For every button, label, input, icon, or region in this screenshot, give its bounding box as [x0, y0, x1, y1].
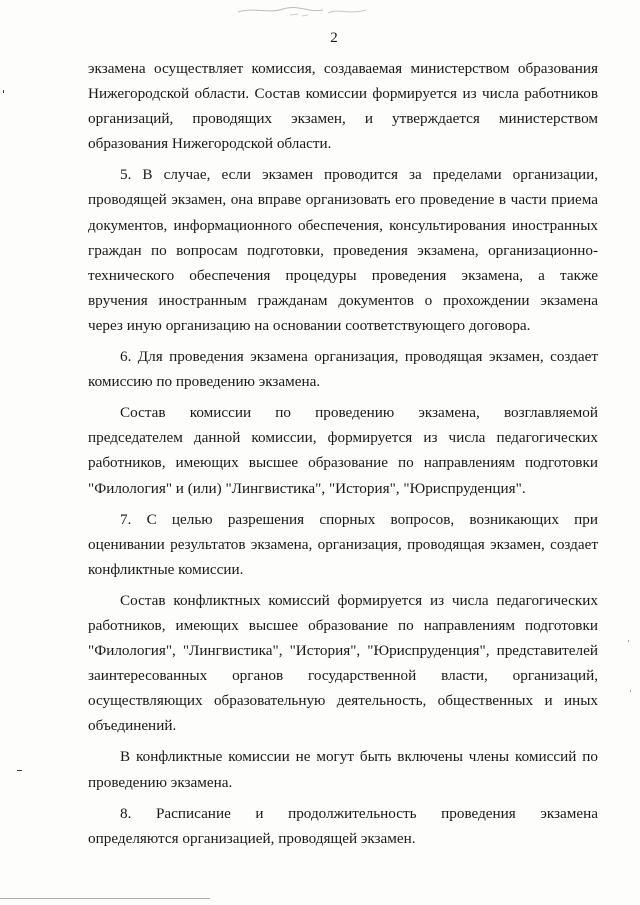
text-line: 8. Расписание и продолжительность проведения экзамена [120, 804, 598, 822]
text-line: документов, информационного обеспечения, консультирования иностранных [88, 216, 598, 234]
paragraph-item-7-composition [88, 588, 598, 739]
paragraph-item-5 [88, 162, 598, 338]
text-line: вручения иностранным гражданам документов о прохождении экзамена [88, 291, 598, 309]
text-line: "Филология", "Лингвистика", "История", "Юриспруденция", представителей [88, 642, 598, 660]
paragraph-item-7-restriction [88, 744, 598, 794]
text-line: 7. С целью разрешения спорных вопросов, возникающих при [120, 510, 598, 528]
text-line: Состав конфликтных комиссий формируется из числа педагогических [120, 591, 598, 609]
text-line: проводящей экзамен, она вправе организовать его проведение в части приема [88, 191, 598, 209]
text-line: 5. В случае, если экзамен проводится за пределами организации, [120, 166, 598, 184]
text-line: Состав комиссии по проведению экзамена, возглавляемой [120, 404, 598, 422]
text-line: 6. Для проведения экзамена организация, проводящая экзамен, создает [120, 348, 598, 366]
text-line: граждан по вопросам подготовки, проведения экзамена, организационно- [88, 241, 598, 259]
text-line: организаций, проводящих экзамен, и утверждается министерством [88, 110, 598, 128]
scan-edge-mark [630, 690, 631, 692]
page-number: 2 [330, 30, 338, 46]
text-line: определяются организацией, проводящей экзамен. [88, 829, 416, 847]
paragraph-item-8 [88, 801, 598, 851]
scan-edge-mark [17, 770, 22, 771]
text-line: осуществляющих образовательную деятельность, общественных и иных [88, 692, 598, 710]
text-line: Нижегородской области. Состав комиссии формируется из числа работников [88, 85, 598, 103]
scan-bottom-edge [0, 898, 210, 899]
text-line: председателем данной комиссии, формируется из числа педагогических [88, 429, 598, 447]
text-line: объединений. [88, 717, 177, 735]
text-line: работников, имеющих высшее образование по направлениям подготовки [88, 616, 598, 634]
text-line: работников, имеющих высшее образование по направлениям подготовки [88, 454, 598, 472]
text-line: образования Нижегородской области. [88, 135, 332, 153]
paragraph-continuation [88, 56, 598, 156]
paragraph-item-7 [88, 507, 598, 582]
paragraph-item-6 [88, 344, 598, 394]
text-line: В конфликтные комиссии не могут быть включены члены комиссий по [120, 748, 598, 766]
scan-artifact-mark [228, 4, 378, 18]
document-body [88, 56, 598, 851]
text-line: "Филология" и (или) "Лингвистика", "История", "Юриспруденция". [88, 479, 526, 497]
text-line: конфликтные комиссии. [88, 560, 244, 578]
text-line: оценивании результатов экзамена, организация, проводящая экзамен, создает [88, 535, 598, 553]
text-line: экзамена осуществляет комиссия, создаваемая министерством образования [88, 60, 598, 77]
paragraph-item-6-composition [88, 400, 598, 500]
text-line: заинтересованных органов государственной власти, организаций, [88, 667, 598, 685]
scan-edge-mark [3, 90, 4, 93]
text-line: проведению экзамена. [88, 773, 233, 791]
text-line: комиссию по проведению экзамена. [88, 373, 321, 391]
scan-edge-mark [628, 640, 629, 642]
text-line: через иную организацию на основании соответствующего договора. [88, 316, 531, 334]
text-line: технического обеспечения процедуры проведения экзамена, а также [88, 266, 598, 284]
